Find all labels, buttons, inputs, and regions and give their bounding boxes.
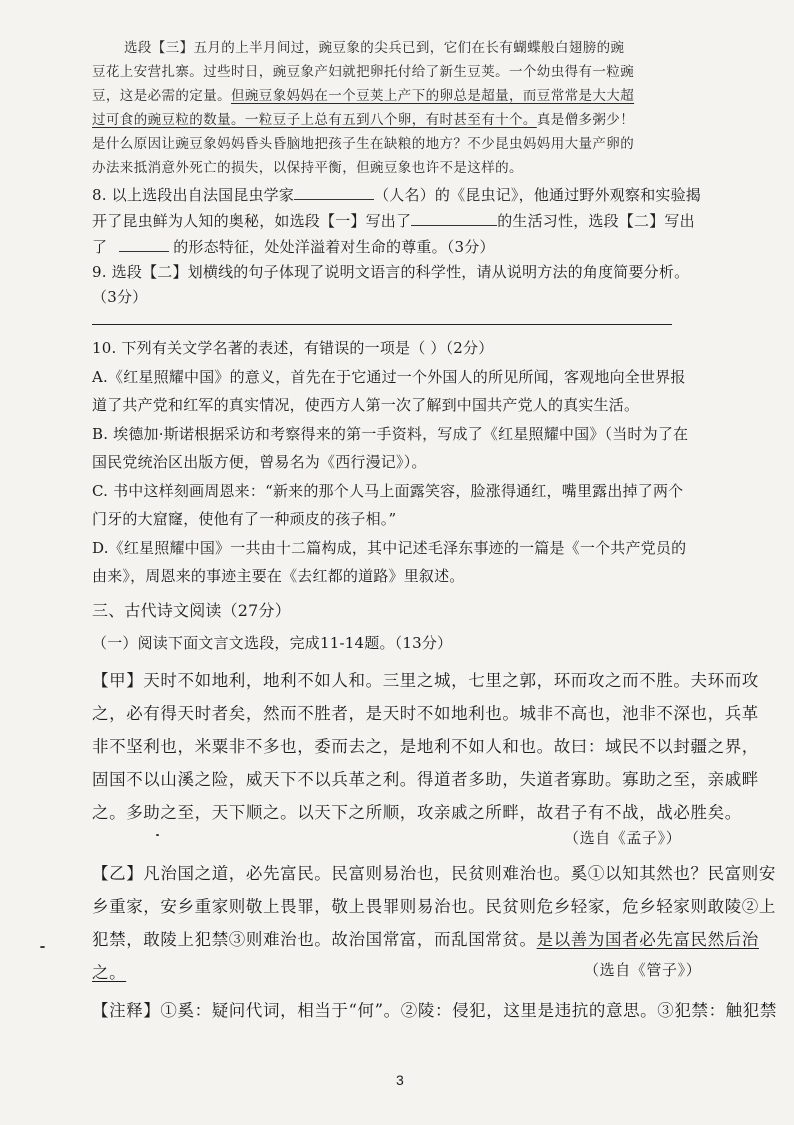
passage-jia-line-4: 固国不以山溪之险，威天下不以兵革之利。得道者多助，失道者寡助。寡助之至，亲戚畔 xyxy=(92,770,759,789)
q8-text-f: 的形态特征，处处洋溢着对生命的尊重。（3分） xyxy=(173,238,495,256)
scan-speck xyxy=(40,946,45,948)
scan-speck xyxy=(156,834,159,836)
question-9-line-2: （3分） xyxy=(92,288,148,306)
question-10-option-c-line-2: 门牙的大窟窿，使他有了一种顽皮的孩子相。” xyxy=(92,510,397,528)
passage-c-underlined-sentence-a: 但豌豆象妈妈在一个豆荚上产下的卵总是超量，而豆常常是大大超 xyxy=(231,88,635,104)
passage-jia-line-1: 【甲】天时不如地利，地利不如人和。三里之城，七里之郭，环而攻之而不胜。夫环而攻 xyxy=(92,671,759,690)
passage-c-line-5: 是什么原因让豌豆象妈妈昏头昏脑地把孩子生在缺粮的地方？不少昆虫妈妈用大量产卵的 xyxy=(92,136,635,152)
question-10-option-b-line-1: B. 埃德加·斯诺根据采访和考察得来的第一手资料，写成了《红星照耀中国》（当时为了在 xyxy=(92,425,689,443)
q8-text-b: （人名）的《昆虫记》，他通过野外观察和实验揭 xyxy=(374,186,701,204)
passage-c-line-3-text: 豆，这是必需的定量。 xyxy=(92,88,231,104)
q8-text-d: 的生活习性，选段【二】写出 xyxy=(497,212,695,230)
q8-text-a: 8. 以上选段出自法国昆虫学家 xyxy=(92,186,295,204)
q8-text-c: 开了昆虫鲜为人知的奥秘，如选段【一】写出了 xyxy=(92,212,412,230)
question-10-option-a-line-2: 道了共产党和红军的真实情况，使西方人第一次了解到中国共产党人的真实生活。 xyxy=(92,396,640,414)
question-9-line-1: 9. 选段【二】划横线的句子体现了说明文语言的科学性，请从说明方法的角度简要分析。 xyxy=(92,263,690,281)
passage-c-line-6: 办法来抵消意外死亡的损失，以保持平衡，但豌豆象也许不是这样的。 xyxy=(92,160,523,176)
q8-blank-author[interactable] xyxy=(294,187,374,200)
passage-yi-underlined-sentence-a: 是以善为国者必先富民然后治 xyxy=(536,930,759,949)
passage-c-line-2: 豆花上安营扎寨。过些时日，豌豆象产妇就把卵托付给了新生豆荚。一个幼虫得有一粒豌 xyxy=(92,64,635,80)
passage-c-line-3 xyxy=(92,90,634,104)
passage-yi-source: （选自《管子》） xyxy=(584,961,702,979)
section-3-title: 三、古代诗文阅读（27分） xyxy=(92,601,291,620)
q8-blank-features[interactable] xyxy=(119,239,169,252)
passage-c-line-4 xyxy=(92,114,634,128)
section-3-subtitle: （一）阅读下面文言文选段，完成11-14题。（13分） xyxy=(92,634,453,652)
question-10-option-b-line-2: 国民党统治区出版方便，曾易名为《西行漫记》）。 xyxy=(92,453,427,471)
passage-jia-line-5: 之。多助之至，天下顺之。以天下之所顺，攻亲戚之所畔，故君子有不战，战必胜矣。 xyxy=(92,803,742,822)
question-10-stem: 10. 下列有关文学名著的表述，有错误的一项是（ ）（2分） xyxy=(92,339,494,357)
question-8-line-2 xyxy=(92,213,695,229)
passage-yi-line-3 xyxy=(92,932,759,949)
q8-blank-habit[interactable] xyxy=(411,213,497,226)
question-10-option-a-line-1: A.《红星照耀中国》的意义，首先在于它通过一个外国人的所见所闻，客观地向全世界报 xyxy=(92,368,686,386)
question-10-option-c-line-1: C. 书中这样刻画周恩来：“新来的那个人马上面露笑容，脸涨得通红，嘴里露出掉了两个 xyxy=(92,482,684,500)
question-10-option-d-line-2: 由来》，周恩来的事迹主要在《去红都的道路》里叙述。 xyxy=(92,567,465,585)
passage-yi-line-1: 【乙】凡治国之道，必先富民。民富则易治也，民贫则难治也。奚①以知其然也？民富则安 xyxy=(92,864,776,883)
passage-jia-line-3: 非不坚利也，米粟非不多也，委而去之，是地利不如人和也。故曰：域民不以封疆之界， xyxy=(92,737,759,756)
passage-c-underlined-sentence-b: 过可食的豌豆粒的数量。一粒豆子上总有五到八个卵，有时甚至有十个。 xyxy=(92,112,537,128)
question-8-line-3 xyxy=(92,239,495,255)
question-10-option-d-line-1: D.《红星照耀中国》一共由十二篇构成，其中记述毛泽东事迹的一篇是《一个共产党员的 xyxy=(92,539,687,557)
passage-yi-underlined-sentence-b: 之。 xyxy=(92,963,127,982)
passage-c-line-1: 选段【三】五月的上半月间过，豌豆象的尖兵已到，它们在长有蝴蝶般白翅膀的豌 xyxy=(124,40,625,56)
passage-yi-line-2: 乡重家，安乡重家则敬上畏罪，敬上畏罪则易治也。民贫则危乡轻家，危乡轻家则敢陵②上 xyxy=(92,897,776,916)
question-8-line-1 xyxy=(92,187,701,203)
passage-yi-line-4 xyxy=(92,965,126,982)
annotation-notes: 【注释】①奚：疑问代词，相当于“何”。②陵：侵犯，这里是违抗的意思。③犯禁：触犯禁 xyxy=(92,1001,777,1020)
passage-jia-line-2: 之，必有得天时者矣，然而不胜者，是天时不如地利也。城非不高也，池非不深也，兵革 xyxy=(92,704,759,723)
question-9-answer-line[interactable] xyxy=(92,324,672,325)
passage-yi-line-3-text: 犯禁，敢陵上犯禁③则难治也。故治国常富，而乱国常贫。 xyxy=(92,930,537,949)
q8-text-e: 了 xyxy=(92,238,108,256)
page-number: 3 xyxy=(396,1072,404,1088)
passage-c-line-4-tail: 真是僧多粥少！ xyxy=(536,112,635,128)
passage-jia-source: （选自《孟子》） xyxy=(564,829,682,847)
